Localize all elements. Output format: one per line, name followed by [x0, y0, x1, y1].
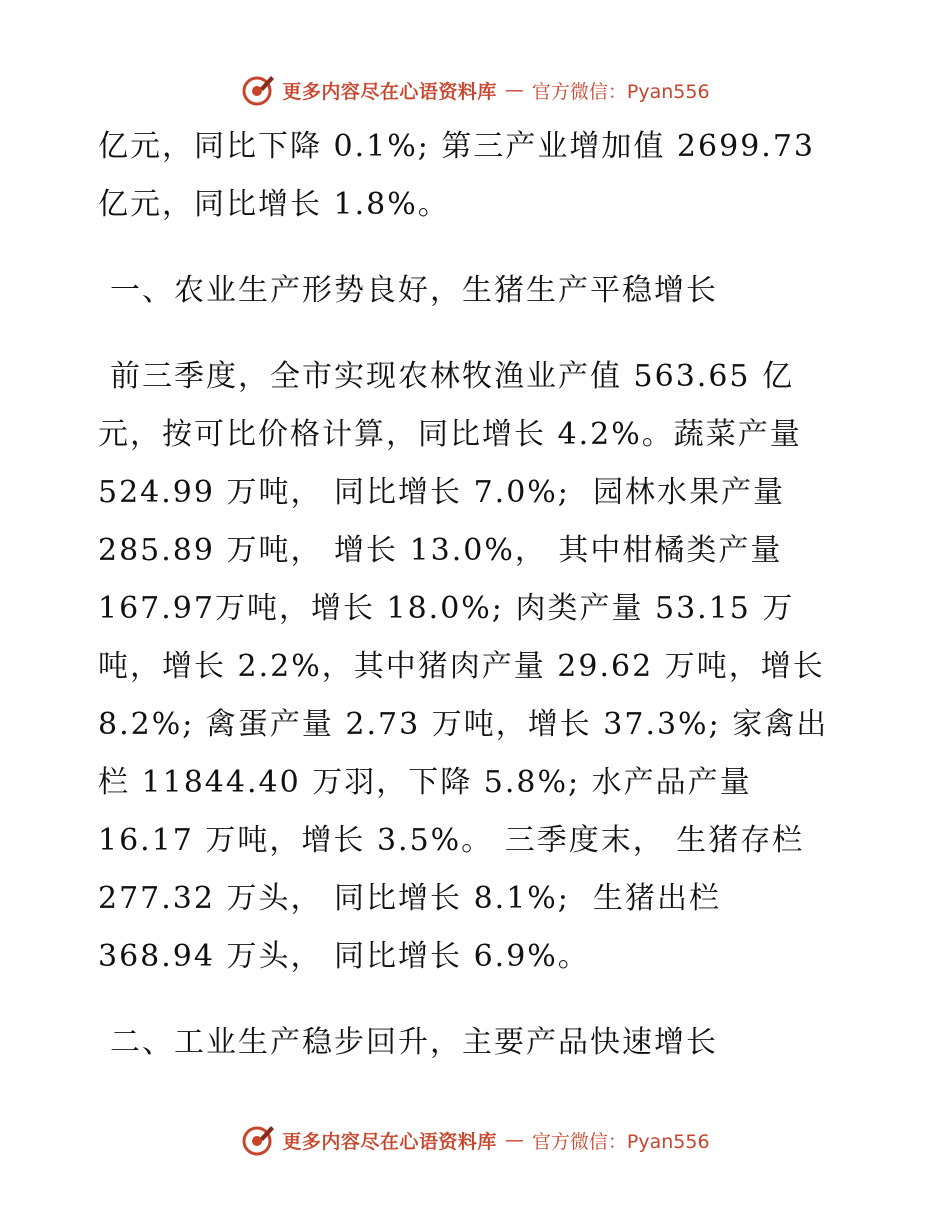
- document-body: [98, 118, 858, 1072]
- paragraph-line: 元，按可比价格计算，同比增长 4.2%。蔬菜产量: [98, 417, 802, 452]
- paragraph-line: 吨，增长 2.2%，其中猪肉产量 29.62 万吨，增长: [98, 649, 825, 684]
- paragraph-line: 亿元，同比增长 1.8%。: [98, 187, 450, 222]
- paragraph-line: 285.89 万吨， 增长 13.0%， 其中柑橘类产量: [98, 533, 783, 568]
- banner-main-text: 更多内容尽在心语资料库: [282, 80, 497, 103]
- paragraph-line: 524.99 万吨， 同比增长 7.0%; 园林水果产量: [98, 475, 785, 510]
- paragraph-line: 8.2%; 禽蛋产量 2.73 万吨，增长 37.3%; 家禽出: [98, 707, 829, 742]
- section-heading-1: 一、农业生产形势良好，生猪生产平稳增长: [110, 273, 718, 308]
- paragraph-line: 167.97万吨，增长 18.0%; 肉类产量 53.15 万: [98, 591, 795, 626]
- banner-wechat-text: 官方微信：Pyan556: [531, 1130, 710, 1153]
- header-watermark-banner: [0, 70, 950, 110]
- paragraph-line: 368.94 万头， 同比增长 6.9%。: [98, 939, 590, 974]
- footer-watermark-banner: [0, 1120, 950, 1160]
- pen-circle-logo-icon: [240, 1122, 276, 1158]
- banner-dash: —: [504, 79, 524, 101]
- pen-circle-logo-icon: [240, 72, 276, 108]
- banner-dash: —: [504, 1129, 524, 1151]
- paragraph-line: 277.32 万头， 同比增长 8.1%; 生猪出栏: [98, 881, 721, 916]
- paragraph-line: 栏 11844.40 万羽，下降 5.8%; 水产品产量: [98, 765, 752, 800]
- section-heading-2: 二、工业生产稳步回升，主要产品快速增长: [110, 1025, 718, 1060]
- paragraph-line: 亿元，同比下降 0.1%; 第三产业增加值 2699.73: [98, 129, 815, 164]
- paragraph-line: 前三季度，全市实现农林牧渔业产值 563.65 亿: [110, 359, 795, 394]
- banner-main-text: 更多内容尽在心语资料库: [282, 1130, 497, 1153]
- paragraph-line: 16.17 万吨，增长 3.5%。 三季度末， 生猪存栏: [98, 823, 805, 858]
- banner-wechat-text: 官方微信：Pyan556: [531, 80, 710, 103]
